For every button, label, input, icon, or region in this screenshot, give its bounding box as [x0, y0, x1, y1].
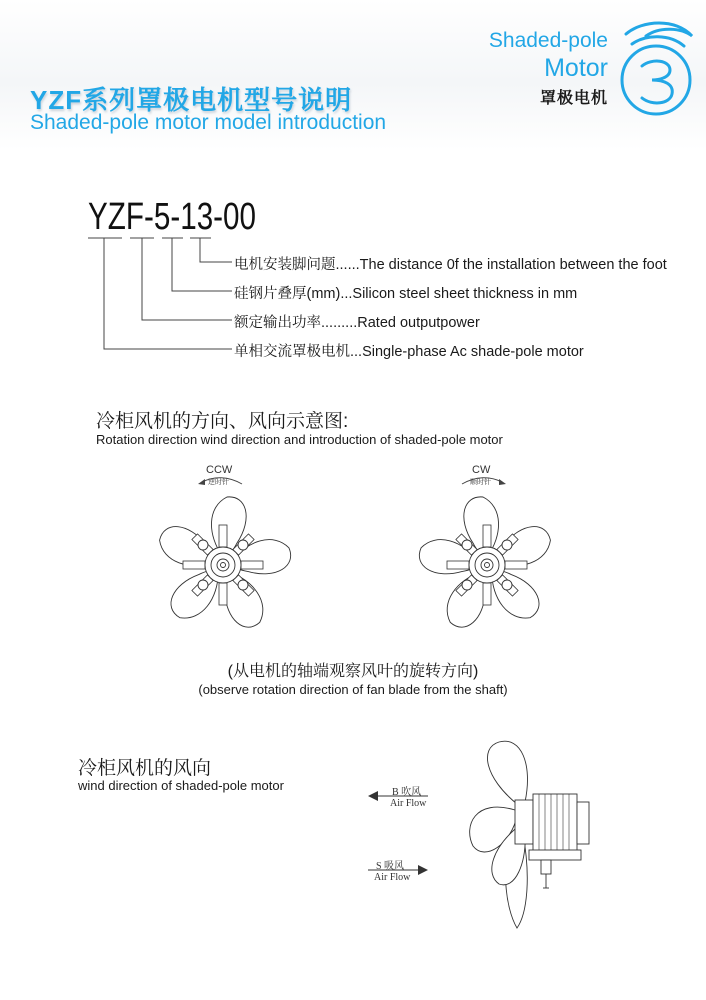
fan-cw-diagram: [412, 490, 562, 640]
spec-line-3: 额定输出功率.........Rated outputpower: [234, 315, 480, 331]
ccw-arrow-icon: [196, 474, 246, 488]
cw-arrow-icon: [458, 474, 508, 488]
ccw-cn-label: 逆时针: [208, 478, 229, 486]
wind-title-en: wind direction of shaded-pole motor: [78, 778, 284, 793]
rotation-title-cn: 冷柜风机的方向、风向示意图:: [96, 411, 349, 432]
motor-side-view-diagram: [455, 738, 605, 934]
brand-logo-icon: [612, 14, 700, 120]
suck-label: S 吸风: [376, 861, 405, 872]
blow-label: B 吹风: [392, 787, 422, 798]
ccw-label: CCW: [206, 464, 233, 476]
rotation-title-en: Rotation direction wind direction and introduction of shaded-pole motor: [96, 432, 503, 447]
page-title-en: Shaded-pole motor model introduction: [30, 111, 387, 134]
model-code: YZF-5-13-00: [88, 196, 257, 238]
fan-ccw-diagram: [148, 490, 298, 640]
rotation-caption-cn: (从电机的轴端观察风叶的旋转方向): [227, 663, 479, 680]
brand-cn: 罩极电机: [539, 90, 608, 107]
suck-airflow-label: Air Flow: [374, 872, 411, 883]
spec-line-4: 单相交流罩极电机...Single-phase Ac shade-pole motor: [234, 344, 584, 360]
cw-cn-label: 顺时针: [470, 478, 491, 486]
page-title-cn: YZF系列罩极电机型号说明: [30, 85, 353, 115]
spec-line-1: 电机安装脚问题......The distance 0f the installation between the foot: [234, 257, 667, 273]
cw-label: CW: [472, 464, 491, 476]
blow-airflow-label: Air Flow: [390, 798, 427, 809]
brand-line-1: Shaded-pole: [488, 29, 608, 52]
model-breakdown-lines: [80, 232, 250, 362]
wind-title-cn: 冷柜风机的风向: [78, 758, 212, 779]
rotation-caption-en: (observe rotation direction of fan blade from the shaft): [198, 682, 508, 697]
spec-line-2: 硅钢片叠厚(mm)...Silicon steel sheet thickness in mm: [234, 286, 578, 302]
brand-line-2: Motor: [544, 54, 608, 82]
